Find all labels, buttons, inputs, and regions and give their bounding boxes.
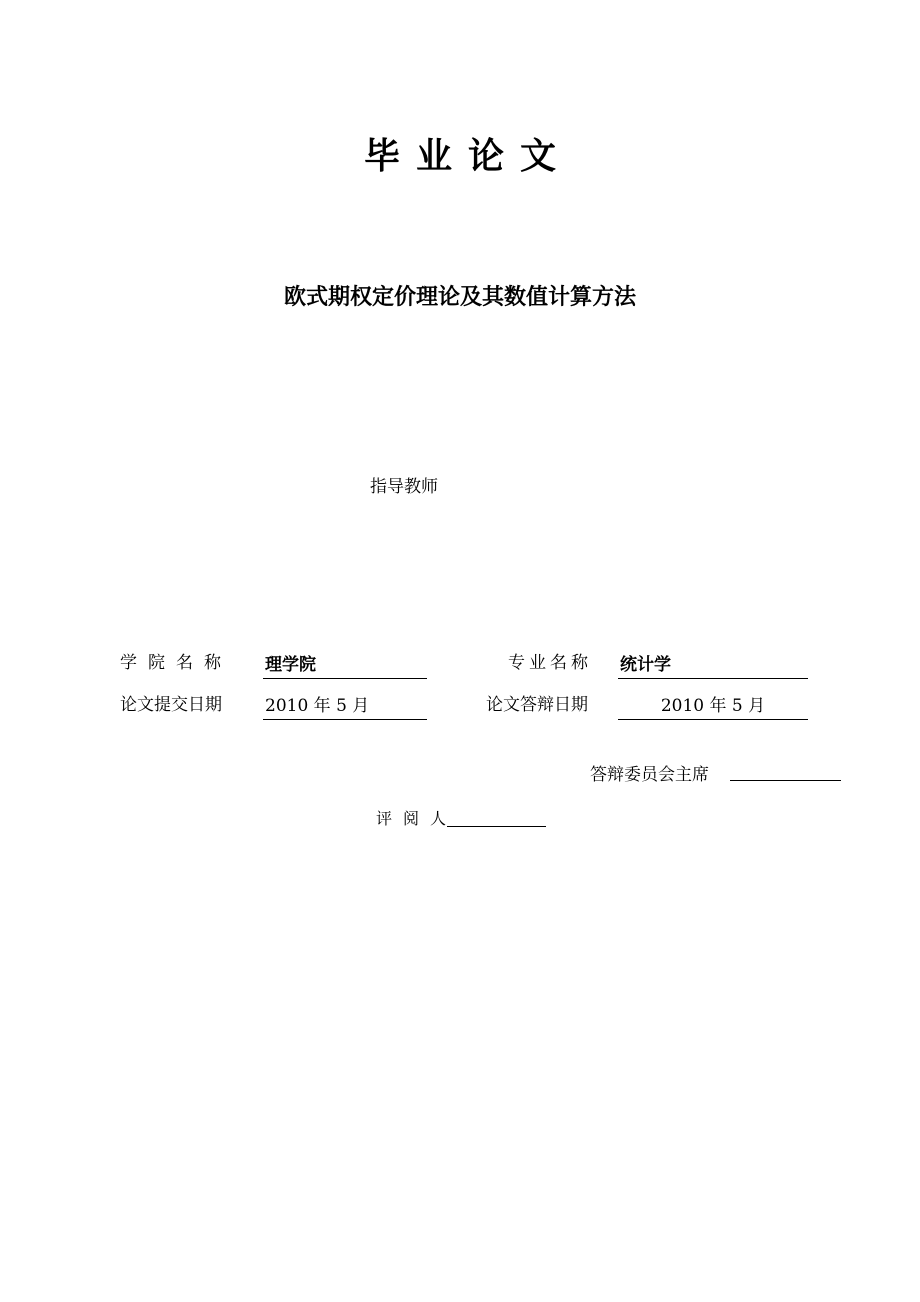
reviewer-label: 评阅人 — [376, 809, 458, 828]
college-field — [263, 652, 427, 679]
submit-date-value: 2010 年 5 月 — [265, 696, 370, 716]
college-label: 学院名称 — [120, 653, 232, 673]
thesis-subtitle: 欧式期权定价理论及其数值计算方法 — [283, 285, 636, 310]
submit-date-field — [263, 693, 427, 720]
major-field — [618, 652, 808, 679]
defense-date-value: 2010 年 5 月 — [660, 696, 766, 716]
reviewer-blank — [447, 825, 546, 827]
defense-date-label: 论文答辩日期 — [486, 695, 588, 715]
college-value: 理学院 — [265, 655, 316, 675]
major-value: 统计学 — [620, 655, 671, 675]
document-title: 毕业论文 — [363, 136, 572, 177]
committee-chair-blank — [730, 779, 841, 781]
defense-date-field — [618, 693, 808, 720]
advisor-label: 指导教师 — [370, 477, 438, 497]
major-label: 专业名称 — [508, 653, 592, 673]
submit-date-label: 论文提交日期 — [120, 695, 222, 715]
committee-chair-label: 答辩委员会主席 — [590, 765, 709, 785]
